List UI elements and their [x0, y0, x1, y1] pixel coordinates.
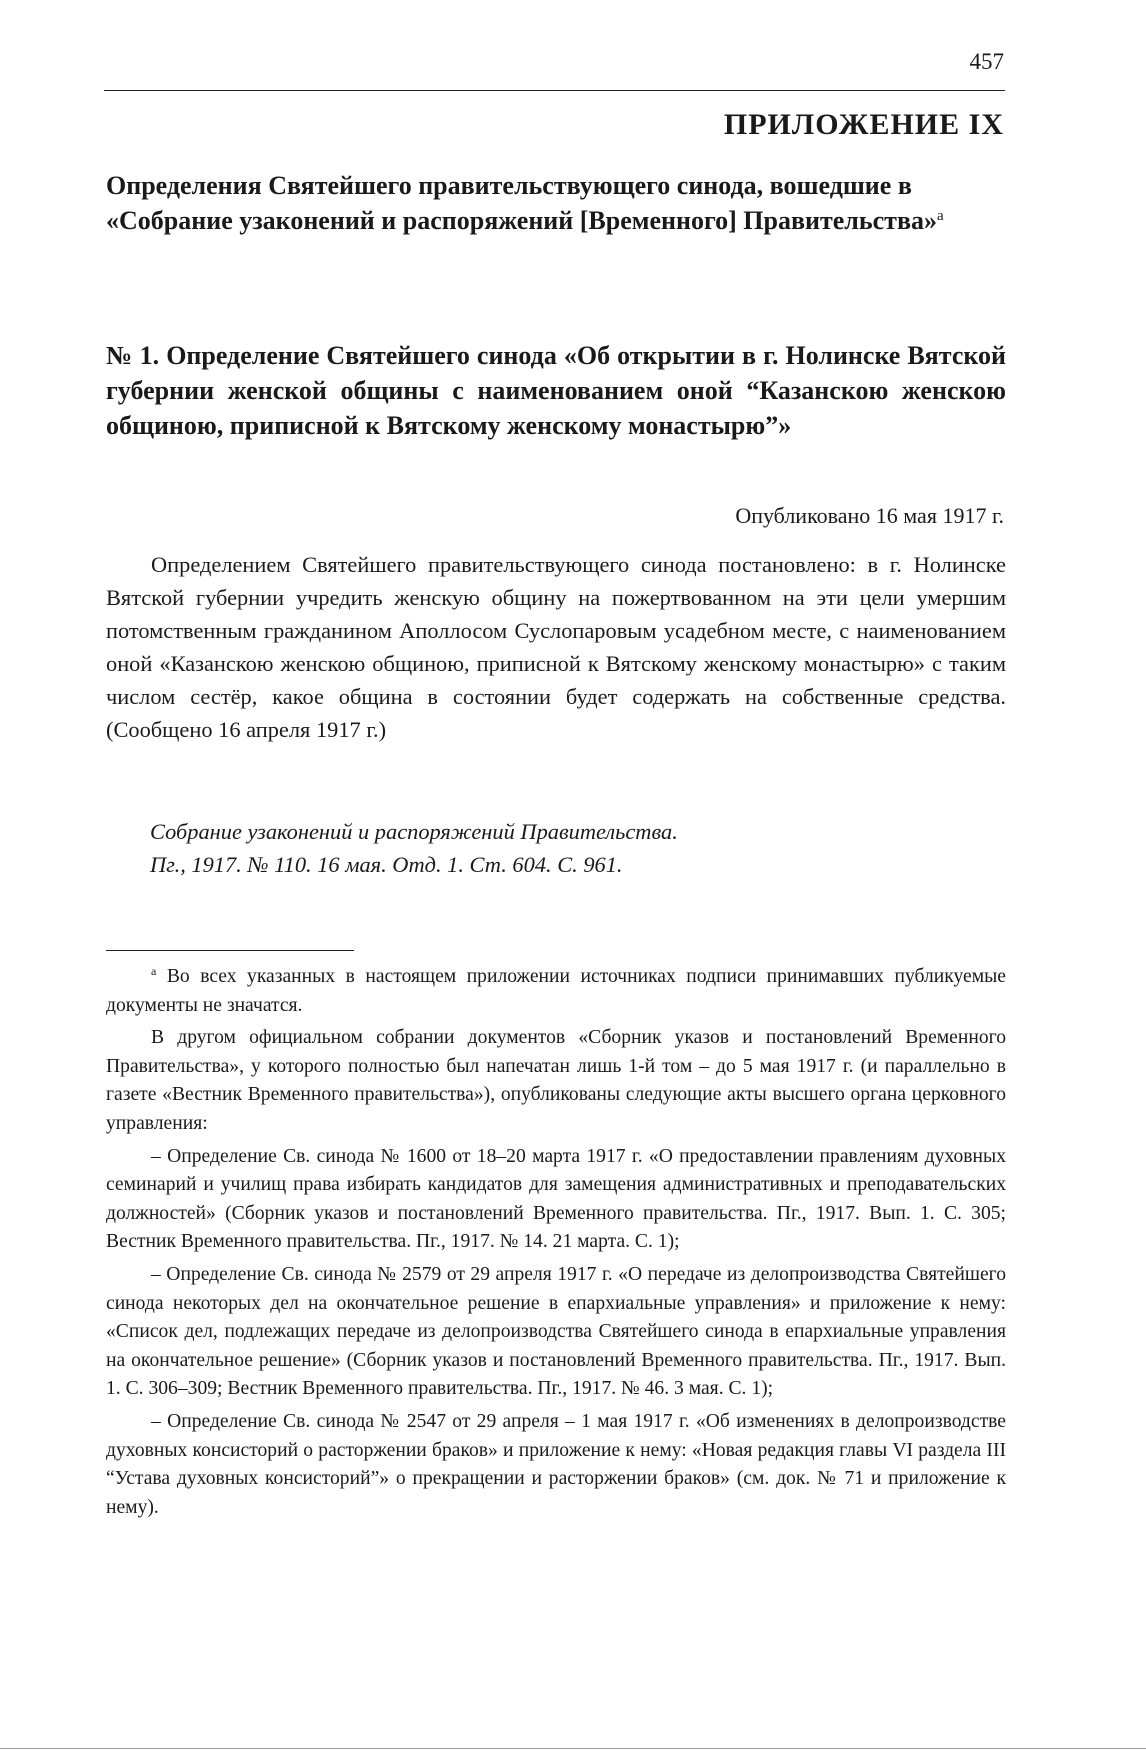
- footnote-a-text: Во всех указанных в настоящем приложении источниках подписи принимавших публикуемые документы не значатся.: [106, 966, 1006, 1016]
- footnote-paragraph-4: – Определение Св. синода № 2547 от 29 апреля – 1 мая 1917 г. «Об изменениях в делопроизводстве духовных консисторий о расторжении браков» и приложение к нему: «Новая редакция главы VI раздела III “Устава духовных консисторий”» о прекращении и расторжении браков» (см. док. № 71 и приложение к нему).: [106, 1410, 1006, 1518]
- document-title: № 1. Определение Святейшего синода «Об открытии в г. Нолинске Вятской губернии женской общины с наименованием оной “Казанскою женскою общиною, приписной к Вятскому женскому монастырю”»: [106, 341, 1006, 440]
- page-number: 457: [969, 49, 1004, 74]
- footnote-marker-a: а: [937, 208, 944, 224]
- header-rule: [104, 90, 1005, 91]
- footnote-paragraph-1: В другом официальном собрании документов «Сборник указов и постановлений Временного Правительства», у которого полностью был напечатан лишь 1-й том – до 5 мая 1917 г. (и параллельно в газете «Вестник Временного правительства»), опубликованы следующие акты высшего органа церковного управления:: [106, 1027, 1006, 1134]
- footnote-rule: [106, 950, 354, 951]
- footnote-a-marker: а: [151, 964, 157, 978]
- source-line-2: Пг., 1917. № 110. 16 мая. Отд. 1. Ст. 604. С. 961.: [150, 852, 623, 877]
- source-citation: [150, 815, 678, 881]
- document-body: Определением Святейшего правительствующего синода постановлено: в г. Нолинске Вятской губернии учредить женскую общину на пожертвованном на эти цели умершим потомственным гражданином Аполлосом Суслопаровым усадебном месте, с наименованием оной «Казанскою женскою общиною, приписной к Вятскому женскому монастырю» с таким числом сестёр, какое община в состоянии будет содержать на собственные средства. (Сообщено 16 апреля 1917 г.): [106, 552, 1006, 742]
- appendix-subtitle-text: Определения Святейшего правительствующего синода, вошедшие в «Собрание узаконений и распоряжений [Временного] Правительства»: [106, 171, 937, 235]
- publication-date: Опубликовано 16 мая 1917 г.: [735, 503, 1004, 528]
- footnote-a: [106, 963, 1006, 1020]
- footnote-paragraph-2: – Определение Св. синода № 1600 от 18–20 марта 1917 г. «О предоставлении правлениям духовных семинарий и училищ права избирать кандидатов для замещения административных и преподавательских должностей» (Сборник указов и постановлений Временного правительства. Пг., 1917. Вып. 1. С. 305; Вестник Временного правительства. Пг., 1917. № 14. 21 марта. С. 1);: [106, 1145, 1006, 1253]
- footnote-paragraph-3: – Определение Св. синода № 2579 от 29 апреля 1917 г. «О передаче из делопроизводства Святейшего синода некоторых дел на окончательное решение в епархиальные управления» и приложение к нему: «Список дел, подлежащих передаче из делопроизводства Святейшего синода в епархиальные управления на окончательное решение» (Сборник указов и постановлений Временного правительства. Пг., 1917. Вып. 1. С. 306–309; Вестник Временного правительства. Пг., 1917. № 46. 3 мая. С. 1);: [106, 1263, 1006, 1400]
- appendix-title: ПРИЛОЖЕНИЕ IX: [723, 108, 1004, 141]
- source-line-1: Собрание узаконений и распоряжений Правительства.: [150, 819, 678, 844]
- footnotes: [106, 963, 1006, 1526]
- page-bottom-edge: [0, 1748, 1146, 1749]
- appendix-subtitle: [106, 168, 966, 238]
